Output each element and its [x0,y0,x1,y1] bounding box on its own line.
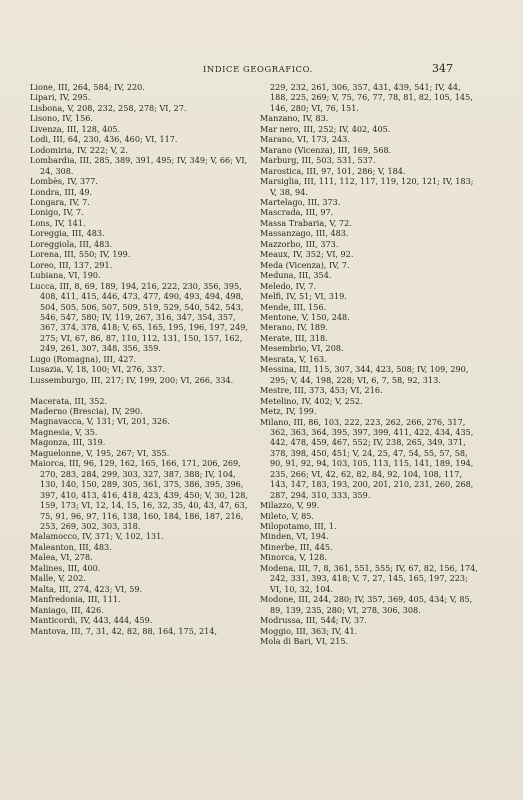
index-entry: Mestre, III, 373, 453; VI, 216. [260,385,383,396]
index-entry: Lisono, IV, 156. [30,113,94,124]
index-entry: Melfi, IV, 51; VI, 319. [260,291,347,302]
index-entry: Lombardia, III, 285, 389, 391, 495; IV, 349; V, 66; VI, 24, 308. [30,155,248,176]
page-number: 347 [432,62,453,75]
index-entry: Malines, III, 400. [30,562,101,573]
index-entry: Lusazia, V, 18, 100; VI, 276, 337. [30,364,165,375]
index-entry: Maderno (Brescia), IV, 290. [30,406,143,417]
index-entry: Mileto, V, 85. [260,510,314,521]
section-gap [30,385,250,395]
index-entry: Massa Trabaria, V, 72. [260,217,352,228]
index-entry: Marsiglia, III, 111, 112, 117, 119, 120, 121; IV, 183; V, 38, 94. [260,176,474,197]
index-entry: Martelago, III, 373. [260,196,341,207]
index-entry: Minden, VI, 194. [260,531,329,542]
index-column-right [260,82,480,646]
index-entry: Lonigo, IV, 7. [30,207,84,218]
index-entry: Manticordi, IV, 443, 444, 459. [30,615,153,626]
index-entry: Meduna, III, 354. [260,270,332,281]
index-entry: Mesrata, V, 163. [260,353,327,364]
index-entry: Magonza, III, 319. [30,437,106,448]
index-entry: Lons, IV, 141. [30,217,86,228]
running-head-title: INDICE GEOGRAFICO. [203,64,313,74]
index-entry: Magnesia, V, 35. [30,426,98,437]
index-entry: Modone, III, 244, 280; IV, 357, 369, 405, 434; V, 85, 89, 139, 235, 280; VI, 278, 306, 308. [260,594,473,615]
index-entry: Mantova, III, 7, 31, 42, 82, 88, 164, 175, 214, [30,625,218,636]
index-entry: Loreggia, III, 483. [30,228,105,239]
index-entry: Malta, III, 274, 423; VI, 59. [30,583,143,594]
index-entry: Marano (Vicenza), III, 169, 568. [260,144,392,155]
index-entry: Milazzo, V, 99. [260,500,320,511]
index-entry: Marburg, III, 503, 531, 537. [260,155,376,166]
index-entry: Lombès, IV, 377. [30,176,98,187]
index-entry: Mascrada, III, 97. [260,207,334,218]
index-entry: Lipari, IV, 295. [30,92,91,103]
index-entry: Modrussa, III, 544; IV, 37. [260,615,367,626]
index-entry: Malle, V, 202. [30,573,86,584]
index-entry: Manfredonia, III, 111. [30,594,121,605]
index-entry: Longara, IV, 7. [30,196,90,207]
index-entry: Minerbe, III, 445. [260,541,333,552]
index-entry: Macerata, III, 352. [30,395,108,406]
index-entry: Lorena, III, 550; IV, 199. [30,249,131,260]
index-entry: Lisbona, V, 208, 232, 258, 278; VI, 27. [30,102,187,113]
index-entry: Mazzorbo, III, 373. [260,238,339,249]
index-entry: Lodi, III, 64, 230, 436, 460; VI, 117. [30,134,178,145]
index-entry: Maleanton, III, 483. [30,541,112,552]
index-entry: Mar nero, III, 252; IV, 402, 405. [260,123,391,134]
index-entry: Messina, III, 115, 307, 344, 423, 508; IV, 109, 290, 295; V, 44, 198, 228; VI, 6, 7, 58, 92, 313. [260,364,469,385]
index-entry: Livenza, III, 128, 405. [30,123,121,134]
index-entry: 229, 232, 261, 306, 357, 431, 439, 541; IV, 44, 188, 225, 269; V, 75, 76, 77, 78, 81, 82, 105, 145, 146, 280; VI, 76, 151. [270,82,473,113]
index-entry: Mentone, V, 150, 248. [260,311,350,322]
index-entry: Maiorca, III, 96, 129, 162, 165, 166, 171, 206, 269, 270, 283, 284, 299, 303, 327, 387, 388; IV, 104, 130, 140, 150, 289, 305, 361, 375, 386, 395, 396, 397, 410, 413, 416, 418, 423, 439, 450; V, 30, 128, 159, 173; VI, 12, 14, 15, 16, 32, 35, 40, 43, 47, 63, 75, 91, 96, 97, 116, 138, 160, 184, 186, 187, 216, 253, 269, 302, 303, 318. [30,458,248,532]
index-entry: Milopotamo, III, 1. [260,521,337,532]
index-entry: Meda (Vicenza), IV, 7. [260,259,350,270]
index-entry: Metelino, IV, 402; V, 252. [260,395,363,406]
index-entry: Minorca, V, 128. [260,552,327,563]
index-column-left [30,82,250,636]
index-entry: Mesembrio, VI, 208. [260,343,344,354]
index-entry: Maniago, III, 426. [30,604,104,615]
index-entry: Malea, VI, 278. [30,552,93,563]
index-entry: Lussemburgo, III, 217; IV, 199, 200; VI, 266, 334. [30,374,234,385]
index-entry: Maguelonne, V, 195, 267; VI, 355. [30,447,170,458]
index-entry: Modena, III, 7, 8, 361, 551, 555; IV, 67, 82, 156, 174, 242, 331, 393, 418; V, 7, 27, 145, 165, 197, 223; VI, 10, 32, 104. [260,562,478,594]
index-entry: Moggio, III, 363; IV, 41. [260,625,358,636]
running-head [0,63,523,77]
index-entry: Loreggiola, III, 483. [30,238,113,249]
index-entry: Metz, IV, 199. [260,406,317,417]
index-entry: Marostica, III, 97, 101, 286; V, 184. [260,165,406,176]
index-entry: Lugo (Romagna), III, 427. [30,353,137,364]
index-entry: Lodomiria, IV, 222; V, 2. [30,144,128,155]
index-entry: Mende, III, 156. [260,301,327,312]
index-entry: Londra, III, 49. [30,186,93,197]
index-entry: Lione, III, 264, 584; IV, 220. [30,82,145,92]
index-entry: Manzano, IV, 83. [260,113,329,124]
index-entry: Milano, III, 86, 103, 222, 223, 262, 266, 276, 317, 362, 363, 364, 395, 397, 399, 411, 422, 434, 435, 442, 478, 459, 467, 552; IV, 238, 265, 349, 371, 378, 398, 450, 451; V, 24, 25, 47, 54, 55, 57, 58, 90, 91, 92, 94, 103, 105, 113, 115, 141, 189, 194, 235, 266; VI, 42, 62, 82, 84, 92, 104, 108, 117, 143, 147, 183, 193, 200, 201, 210, 231, 260, 268, 287, 294, 310, 333, 359. [260,416,474,500]
index-entry: Massanzago, III, 483. [260,228,349,239]
index-entry: Magnavacca, V, 131; VI, 201, 326. [30,416,170,427]
index-entry: Mola di Bari, VI, 215. [260,636,349,647]
index-entry: Lubiana, VI, 190. [30,270,101,281]
index-entry: Marano, VI, 173, 243. [260,134,350,145]
index-entry: Loreo, III, 137, 291. [30,259,113,270]
index-entry: Merano, IV, 189. [260,322,328,333]
index-entry: Malamocco, IV, 371; V, 102, 131. [30,531,164,542]
index-entry: Merate, III, 318. [260,332,328,343]
index-entry: Meledo, IV, 7. [260,280,317,291]
index-entry: Lucca, III, 8, 69, 189, 194, 216, 222, 230, 356, 395, 408, 411, 415, 446, 473, 477, 490, 493, 494, 498, 504, 505, 506, 507, 509, 519, 529, 540, 542, 543, 546, 547, 580; IV, 119, 267, 316, 347, 354, 357, 367, 374, 378, 418; V, 65, 165, 195, 196, 197, 249, 275; VI, 67, 86, 87, 110, 112, 131, 150, 157, 162, 249, 261, 307, 348, 356, 359. [30,280,248,354]
index-entry: Meaux, IV, 352; VI, 92. [260,249,354,260]
